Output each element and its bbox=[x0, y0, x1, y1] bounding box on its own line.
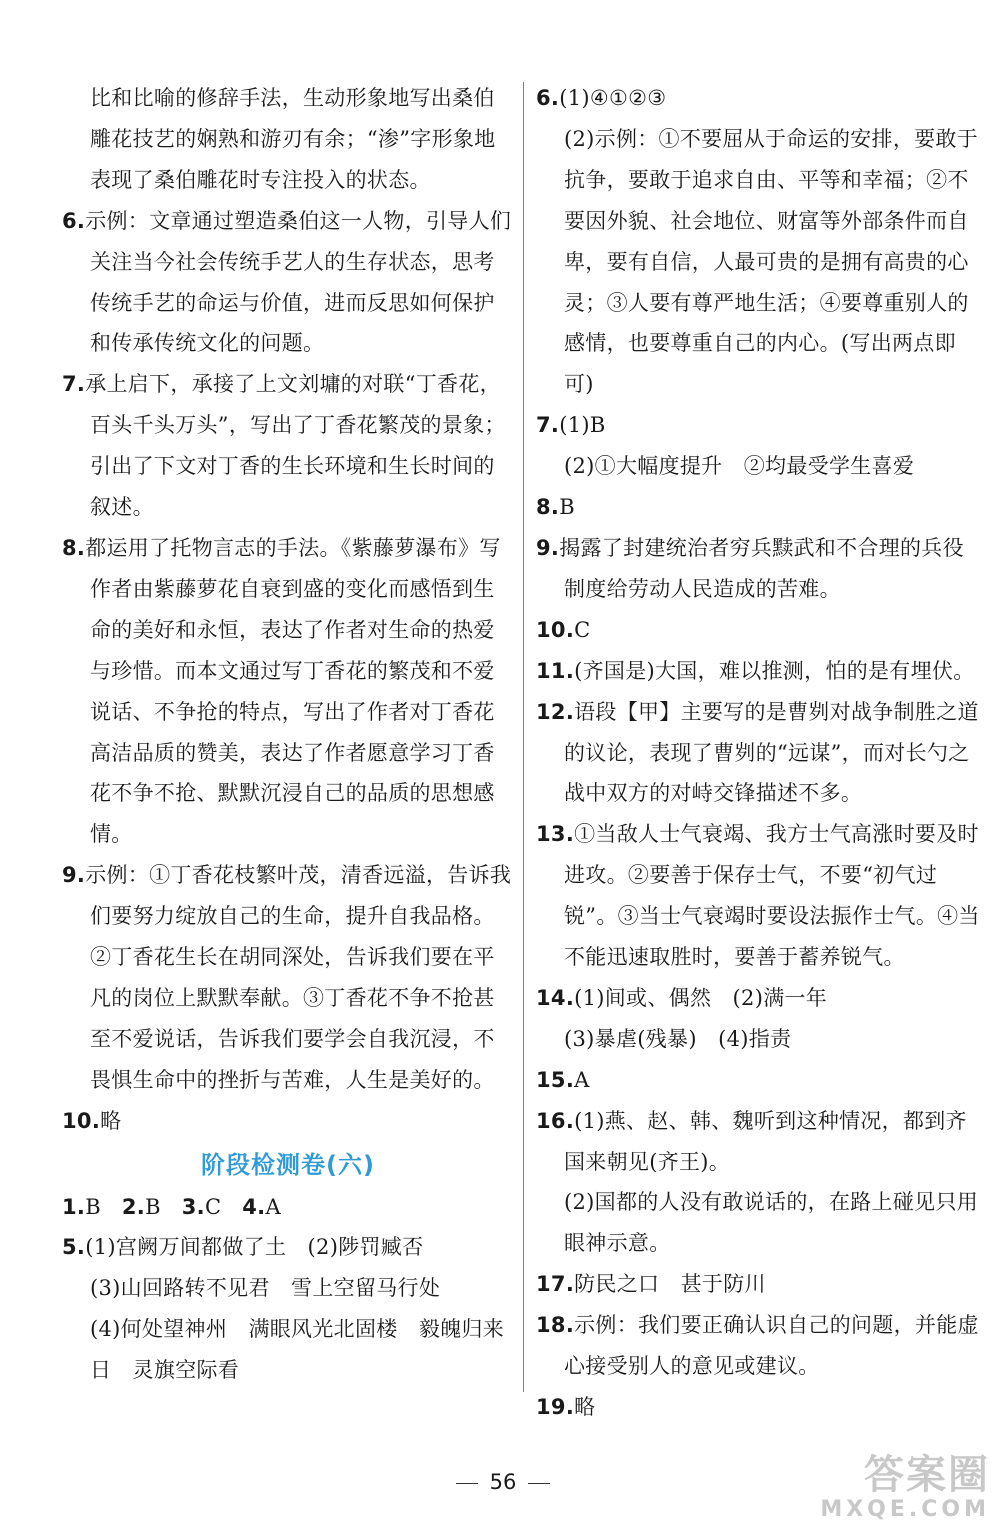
right-column bbox=[536, 78, 980, 1428]
watermark-logo: 答案圈 MXQE.COM bbox=[820, 1452, 990, 1522]
answer-18: 18.示例：我们要正确认识自己的问题，并能虚心接受别人的意见或建议。 bbox=[536, 1313, 979, 1379]
answer-8: 8.都运用了托物言志的手法。《紫藤萝瀑布》写作者由紫藤萝花自衰到盛的变化而感悟到生命的美好和永恒，表达了作者对生命的热爱与珍惜。而本文通过写丁香花的繁茂和不爱说话、不争抢的特点，写出了作者对丁香花高洁品质的赞美，表达了作者愿意学习丁香花不争不抢、默默沉浸自己的品质的思想感情。 bbox=[62, 535, 501, 847]
answer-16: 16.(1)燕、赵、韩、魏听到这种情况，都到齐国来朝见(齐王)。 bbox=[536, 1108, 967, 1174]
answer-13: 13.①当敌人士气衰竭、我方士气高涨时要及时进攻。②要善于保存士气，不要“初气过锐”。③当士气衰竭时要设法振作士气。④当不能迅速取胜时，要善于蓄养锐气。 bbox=[536, 822, 980, 970]
answer-sub: (3)暴虐(残暴) (4)指责 bbox=[564, 1026, 792, 1051]
answer-15: 15.A bbox=[536, 1067, 590, 1092]
answer-5: 5.(1)宫阙万间都做了土 (2)陟罚臧否 bbox=[62, 1235, 424, 1260]
answer-6: 6.示例：文章通过塑造桑伯这一人物，引导人们关注当今社会传统手艺人的生存状态，思考传统手艺的命运与价值，进而反思如何保护和传承传统文化的问题。 bbox=[62, 208, 512, 356]
answer-5-sub: (4)何处望神州 满眼风光北固楼 毅魄归来日 灵旗空际看 bbox=[90, 1317, 505, 1383]
answer-sub: (2)示例：①不要屈从于命运的安排，要敢于抗争，要敢于追求自由、平等和幸福；②不要因外貌、社会地位、财富等外部条件而自卑，要有自信，人最可贵的是拥有高贵的心灵；③人要有尊严地生活；④要尊重别人的感情，也要尊重自己的内心。(写出两点即可) bbox=[564, 126, 979, 397]
answer-14: 14.(1)间或、偶然 (2)满一年 bbox=[536, 985, 828, 1010]
mc-answers: 1.B 2.B 3.C 4.A bbox=[62, 1194, 281, 1219]
answer-11: 11.(齐国是)大国，难以推测，怕的是有埋伏。 bbox=[536, 658, 975, 683]
answer-sub: (2)①大幅度提升 ②均最受学生喜爱 bbox=[564, 454, 915, 479]
answer-9: 9.示例：①丁香花枝繁叶茂，清香远溢，告诉我们要努力绽放自己的生命，提升自我品格。②丁香花生长在胡同深处，告诉我们要在平凡的岗位上默默奉献。③丁香花不争不抢甚至不爱说话，告诉我们要学会自我沉浸，不畏惧生命中的挫折与苦难，人生是美好的。 bbox=[62, 863, 512, 1092]
answer-8: 8.B bbox=[536, 495, 575, 520]
answer-5-sub: (3)山回路转不见君 雪上空留马行处 bbox=[90, 1276, 441, 1301]
answer-7: 7.承上启下，承接了上文刘墉的对联“丁香花，百头千头万头”，写出了丁香花繁茂的景象；引出了下文对丁香的生长环境和生长时间的叙述。 bbox=[62, 372, 506, 520]
section-title: 阶段检测卷(六) bbox=[201, 1150, 375, 1179]
column-divider bbox=[523, 82, 524, 1392]
answer-10: 10.略 bbox=[62, 1108, 122, 1133]
answer-5-continuation: 比和比喻的修辞手法，生动形象地写出桑伯雕花技艺的娴熟和游刃有余；“渗”字形象地表现了桑伯雕花时专注投入的状态。 bbox=[90, 86, 496, 192]
answer-12: 12.语段【甲】主要写的是曹刿对战争制胜之道的议论，表现了曹刿的“远谋”，而对长勺之战中双方的对峙交锋描述不多。 bbox=[536, 699, 979, 806]
left-column bbox=[62, 78, 514, 1391]
answer-19: 19.略 bbox=[536, 1395, 596, 1419]
page-number: 56 bbox=[0, 1470, 1006, 1494]
answer-sub: (2)国都的人没有敢说话的，在路上碰见只用眼神示意。 bbox=[564, 1190, 979, 1256]
answer-17: 17.防民之口 甚于防川 bbox=[536, 1272, 766, 1297]
answer-7: 7.(1)B bbox=[536, 413, 606, 438]
answer-10: 10.C bbox=[536, 617, 591, 642]
answer-9: 9.揭露了封建统治者穷兵黩武和不合理的兵役制度给劳动人民造成的苦难。 bbox=[536, 535, 964, 601]
answer-6: 6.(1)④①②③ bbox=[536, 86, 667, 110]
